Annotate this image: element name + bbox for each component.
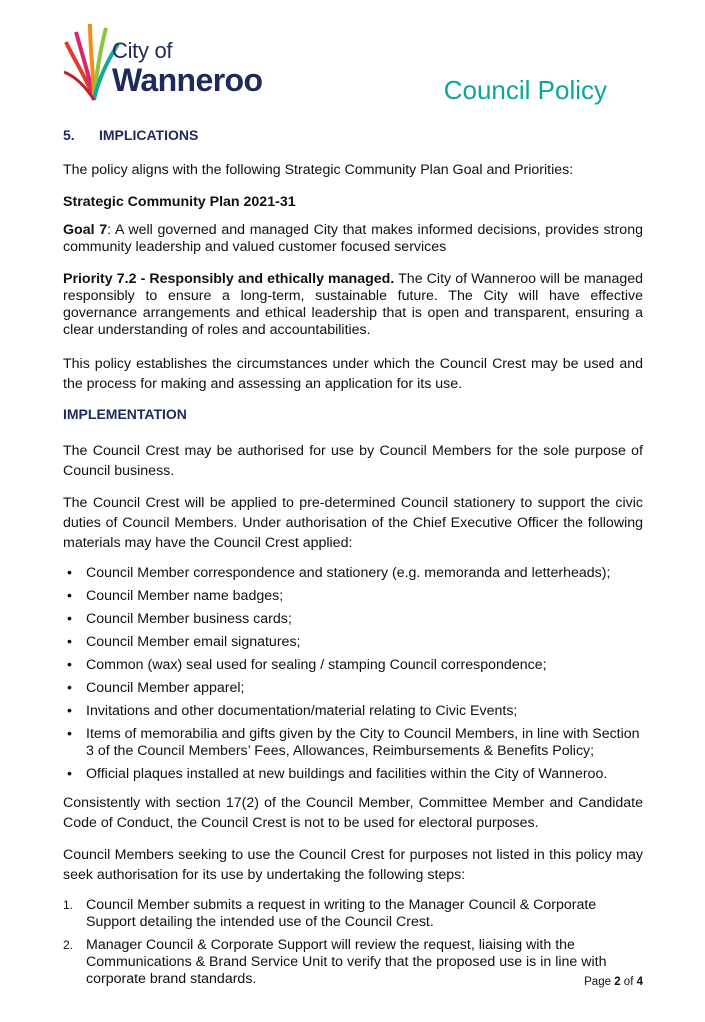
implementation-para-3: Consistently with section 17(2) of the Council Member, Committee Member and Candidate Code of Conduct, the Council Crest is not to be used for electoral purposes. [63,795,643,831]
bullet-icon: • [67,634,72,650]
step-item [63,897,643,931]
list-item: • Council Member correspondence and stationery (e.g. memoranda and letterheads); [67,565,611,581]
priority-label: Priority 7.2 - Responsibly and ethically managed. [63,271,395,287]
implementation-para-1: The Council Crest may be authorised for use by Council Members for the sole purpose of Council business. [63,443,643,479]
document-type-title: Council Policy [443,75,607,105]
list-item: • Official plaques installed at new buildings and facilities within the City of Wanneroo. [67,766,608,782]
city-logo [64,20,294,102]
bullet-icon: • [67,588,72,604]
goal-paragraph [63,222,643,256]
bullet-icon: • [67,703,72,719]
section-number: 5. [63,127,75,143]
bullet-icon: • [67,680,72,696]
bullet-icon: • [67,726,72,742]
establishes-paragraph: This policy establishes the circumstances under which the Council Crest may be used and the process for making and assessing an application for its use. [63,356,643,392]
priority-text: The City of Wanneroo will be managed responsibly to ensure a long-term, sustainable future. The City will have effective governance arrangements and ethical leadership that is open and transparent, ensuring a clear understanding of roles and accountabilities. [63,271,644,338]
list-item: • Council Member apparel; [67,680,245,696]
bullet-icon: • [67,565,72,581]
implementation-para-2: The Council Crest will be applied to pre-determined Council stationery to support the civic duties of Council Members. Under authorisation of the Chief Executive Officer the following materials may have the Council Crest applied: [63,495,643,551]
logo-text-wanneroo: Wanneroo [112,62,263,98]
bullet-icon: • [67,657,72,673]
implementation-para-4: Council Members seeking to use the Council Crest for purposes not listed in this policy may seek authorisation for its use by undertaking the following steps: [63,847,643,883]
goal-label: Goal 7 [63,222,108,238]
list-item: • Council Member name badges; [67,588,284,604]
list-item: • Items of memorabilia and gifts given by the City to Council Members, in line with Section 3 of the Council Members’ Fees, Allowances, Reimbursements & Benefits Policy; [67,726,640,759]
priority-paragraph [63,271,643,339]
section-title: IMPLICATIONS [99,127,199,143]
bullet-icon: • [67,611,72,627]
plan-title: Strategic Community Plan 2021-31 [63,194,296,210]
policy-body [63,127,643,998]
steps-list [63,897,643,988]
implementation-heading: IMPLEMENTATION [63,406,187,422]
list-item: • Invitations and other documentation/material relating to Civic Events; [67,703,518,719]
step-text: Council Member submits a request in writing to the Manager Council & Corporate Support detailing the intended use of the Council Crest. [86,897,597,930]
list-item: • Council Member email signatures; [67,634,301,650]
step-text: Manager Council & Corporate Support will review the request, liaising with the Communications & Brand Service Unit to verify that the proposed use is in line with corporate brand standards. [86,937,607,987]
materials-list [63,565,643,783]
goal-text: : A well governed and managed City that makes informed decisions, provides strong community leadership and valued customer focused services [63,222,643,255]
section-heading [63,127,643,144]
bullet-icon: • [67,766,72,782]
step-number: 1. [63,898,74,912]
step-number: 2. [63,938,74,952]
list-item: • Council Member business cards; [67,611,292,627]
intro-paragraph: The policy aligns with the following Strategic Community Plan Goal and Priorities: [63,162,574,178]
page-number: Page 2 of 4 [584,976,643,988]
list-item: • Common (wax) seal used for sealing / stamping Council correspondence; [67,657,547,673]
step-item [63,937,643,988]
logo-text-city-of: City of [112,38,173,63]
